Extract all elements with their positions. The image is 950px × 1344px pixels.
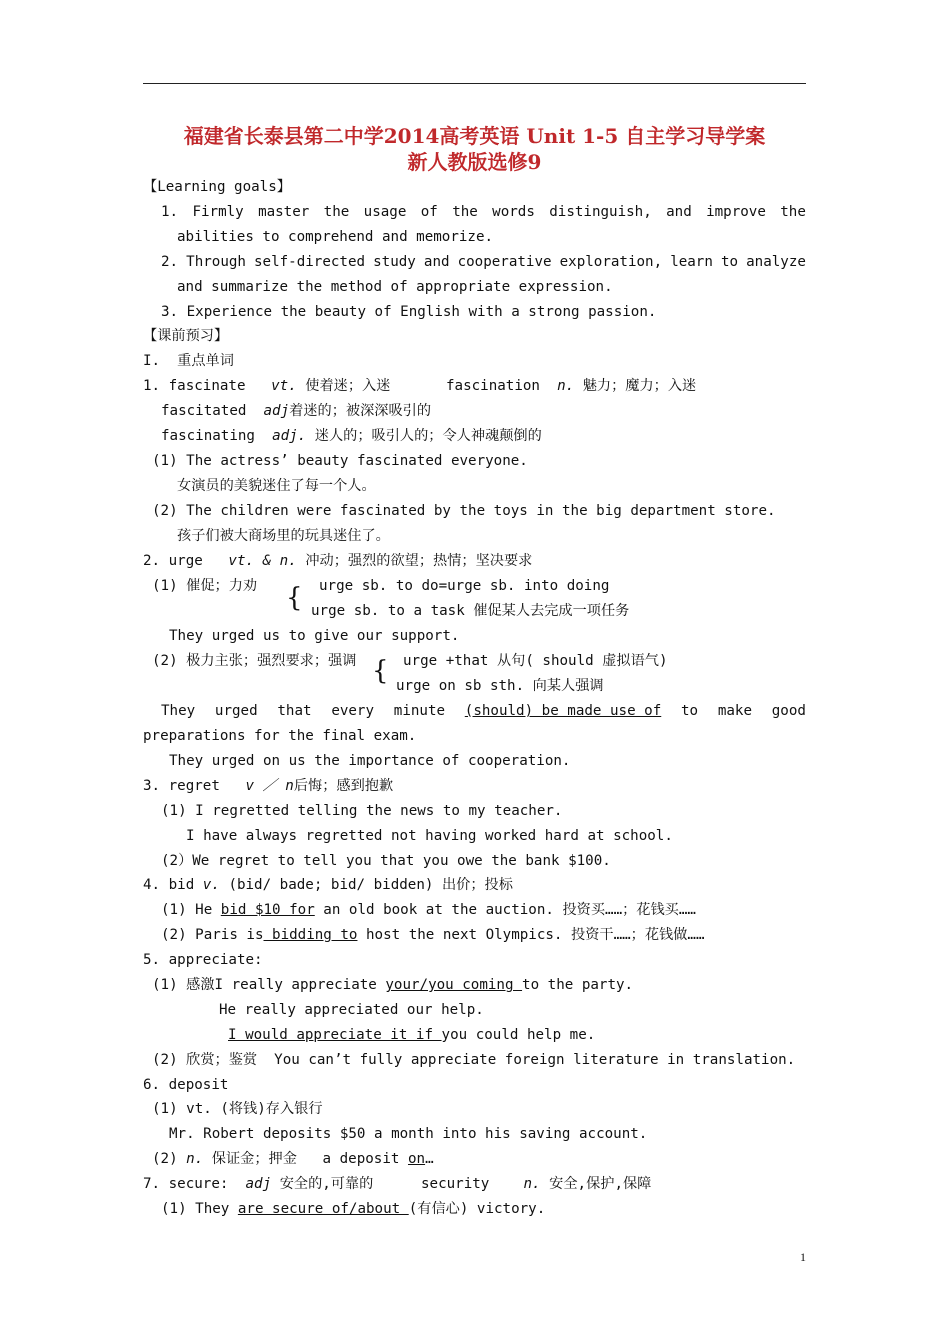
preview-heading: 【课前预习】 bbox=[143, 328, 229, 344]
goal-2-line1 bbox=[161, 253, 806, 271]
urge-pattern-1a: urge sb. to do=urge sb. into doing bbox=[319, 578, 610, 594]
word-fascinating: fascinating adj. 迷人的；吸引人的；令人神魂颠倒的 bbox=[161, 428, 542, 444]
word-token: master bbox=[258, 204, 310, 220]
fascinate-example-1: (1) The actress’ beauty fascinated everyone. bbox=[152, 453, 528, 469]
word-token: the bbox=[323, 204, 350, 220]
urge-pattern-2b: urge on sb sth. 向某人强调 bbox=[396, 678, 604, 694]
urge-sense-1: (1) 催促；力劝 bbox=[152, 578, 258, 594]
regret-example-1b: I have always regretted not having worked hard at school. bbox=[186, 828, 673, 844]
word-urge: 2. urge vt. & n. 冲动；强烈的欲望；热情；坚决要求 bbox=[143, 553, 533, 569]
fascinate-example-2: (2) The children were fascinated by the toys in the big department store. bbox=[152, 503, 776, 519]
appreciate-example-1: (1) 感激I really appreciate your/you coming to the party. bbox=[152, 977, 634, 993]
appreciate-example-2: (2) 欣赏；鉴赏 You can’t fully appreciate foreign literature in translation. bbox=[152, 1052, 796, 1068]
goal-2-line2: and summarize the method of appropriate expression. bbox=[177, 279, 613, 295]
word-token: learn bbox=[670, 254, 713, 270]
appreciate-example-1b: He really appreciated our help. bbox=[219, 1002, 484, 1018]
word-token: analyze bbox=[746, 254, 806, 270]
word-fascitated: fascitated adj着迷的；被深深吸引的 bbox=[161, 403, 432, 419]
word-token: 1. bbox=[161, 204, 179, 220]
brace-icon: { bbox=[286, 583, 303, 613]
word-token: exploration, bbox=[559, 254, 663, 270]
word-token: self-directed bbox=[254, 254, 366, 270]
word-token: minute bbox=[393, 703, 446, 719]
fascinate-example-2-cn: 孩子们被大商场里的玩具迷住了。 bbox=[177, 528, 390, 544]
page-number: 1 bbox=[800, 1250, 806, 1264]
word-regret: 3. regret v ／ n后悔；感到抱歉 bbox=[143, 778, 394, 794]
doc-title-line2: 新人教版选修9 bbox=[407, 150, 542, 174]
word-token: (should) be made use of bbox=[464, 703, 662, 719]
word-token: that bbox=[277, 703, 312, 719]
word-security: security n. 安全,保护,保障 bbox=[421, 1176, 652, 1192]
goal-1-line1 bbox=[161, 203, 806, 221]
word-token: Through bbox=[186, 254, 246, 270]
deposit-sense-2: (2) n. 保证金；押金 a deposit on… bbox=[152, 1151, 434, 1167]
word-token: study bbox=[373, 254, 416, 270]
appreciate-example-1c: I would appreciate it if you could help me. bbox=[228, 1027, 596, 1043]
word-token: every bbox=[331, 703, 375, 719]
word-token: good bbox=[771, 703, 806, 719]
word-token: to bbox=[720, 254, 739, 270]
deposit-sense-1: (1) vt. (将钱)存入银行 bbox=[152, 1101, 323, 1117]
doc-title-line1: 福建省长泰县第二中学2014高考英语 Unit 1-5 自主学习导学案 bbox=[183, 124, 766, 148]
urge-pattern-1b: urge sb. to a task 催促某人去完成一项任务 bbox=[311, 603, 630, 619]
word-token: and bbox=[423, 254, 450, 270]
goal-1-line2: abilities to comprehend and memorize. bbox=[177, 229, 494, 245]
word-token: They bbox=[161, 703, 196, 719]
urge-example-2-line2: preparations for the final exam. bbox=[143, 728, 417, 744]
header-rule bbox=[143, 83, 806, 84]
word-appreciate: 5. appreciate: bbox=[143, 952, 263, 968]
word-token: the bbox=[452, 204, 478, 220]
word-token: and bbox=[666, 204, 692, 220]
word-token: words bbox=[492, 204, 535, 220]
word-secure: 7. secure: adj 安全的,可靠的 bbox=[143, 1176, 374, 1192]
word-token: 2. bbox=[161, 254, 179, 270]
brace-icon: { bbox=[372, 656, 389, 686]
bid-example-1: (1) He bid $10 for an old book at the auction. 投资买……；花钱买…… bbox=[161, 902, 696, 918]
urge-sense-2: (2) 极力主张；强烈要求；强调 bbox=[152, 653, 357, 669]
word-token: of bbox=[420, 204, 438, 220]
goal-3: 3. Experience the beauty of English with a strong passion. bbox=[161, 304, 657, 320]
word-token: usage bbox=[363, 204, 407, 220]
word-bid: 4. bid v. (bid/ bade; bid/ bidden) 出价；投标 bbox=[143, 877, 513, 893]
section-key-words: I. 重点单词 bbox=[143, 353, 234, 369]
urge-pattern-2a: urge +that 从句( should 虚拟语气) bbox=[403, 653, 668, 669]
word-token: the bbox=[780, 204, 806, 220]
deposit-example-1: Mr. Robert deposits $50 a month into his saving account. bbox=[169, 1126, 648, 1142]
regret-example-2: (2）We regret to tell you that you owe the bank $100. bbox=[161, 853, 611, 869]
word-token: Firmly bbox=[192, 204, 244, 220]
regret-example-1: (1) I regretted telling the news to my teacher. bbox=[161, 803, 563, 819]
bid-example-2: (2) Paris is bidding to host the next Olympics. 投资干……；花钱做…… bbox=[161, 927, 705, 943]
word-token: distinguish, bbox=[549, 204, 652, 220]
learning-goals-heading: 【Learning goals】 bbox=[143, 179, 291, 195]
word-fascination: fascination n. 魅力；魔力；入迷 bbox=[446, 378, 697, 394]
word-token: urged bbox=[214, 703, 258, 719]
word-fascinate: 1. fascinate vt. 使着迷；入迷 bbox=[143, 378, 391, 394]
word-deposit: 6. deposit bbox=[143, 1077, 229, 1093]
word-token: to bbox=[681, 703, 699, 719]
secure-example-1: (1) They are secure of/about (有信心) victory. bbox=[161, 1201, 546, 1217]
urge-example-3: They urged on us the importance of cooperation. bbox=[169, 753, 571, 769]
word-token: improve bbox=[706, 204, 766, 220]
word-token: make bbox=[717, 703, 753, 719]
urge-example-1: They urged us to give our support. bbox=[169, 628, 460, 644]
word-token: cooperative bbox=[457, 254, 552, 270]
fascinate-example-1-cn: 女演员的美貌迷住了每一个人。 bbox=[177, 478, 376, 494]
urge-example-2-line1 bbox=[161, 702, 806, 720]
